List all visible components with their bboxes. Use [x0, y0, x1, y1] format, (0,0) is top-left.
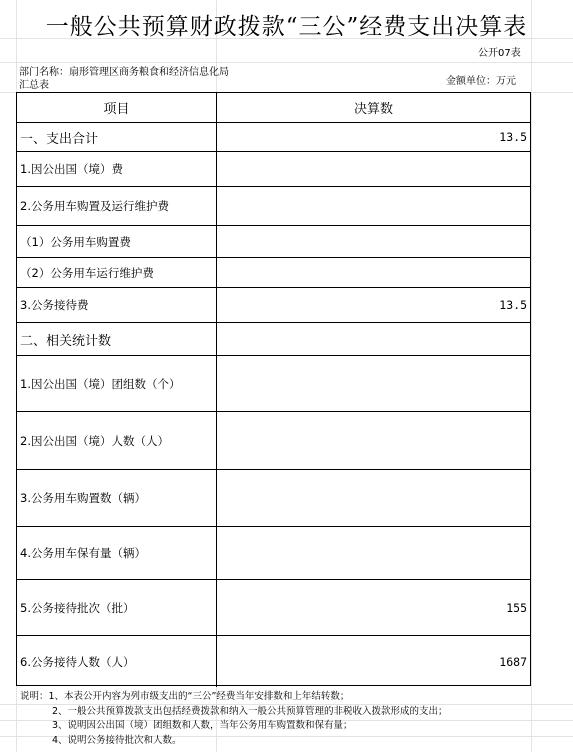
table-row	[17, 152, 530, 187]
note-line: 说明：1、本表公开内容为列市级支出的“三公”经费当年安排数和上年结转数；	[20, 691, 350, 702]
table-header-row	[17, 93, 530, 123]
table-row	[17, 258, 530, 288]
footnotes	[20, 690, 448, 748]
row-value	[217, 152, 530, 186]
row-label: （1）公务用车购置费	[17, 226, 217, 257]
row-value	[217, 356, 530, 411]
row-label: 3.公务用车购置数（辆）	[17, 470, 217, 526]
table-row	[17, 412, 530, 470]
table-row	[17, 356, 530, 412]
row-value	[217, 323, 530, 355]
row-value	[217, 412, 530, 469]
row-value	[217, 226, 530, 257]
row-value	[217, 187, 530, 225]
column-header-item: 项目	[17, 93, 217, 122]
row-label: 二、相关统计数	[17, 323, 217, 355]
table-row	[17, 580, 530, 636]
row-value: 13.5	[499, 298, 527, 312]
form-number: 公开07表	[478, 48, 521, 59]
note-line: 3、说明因公出国（境）团组数和人数，当年公务用车购置数和保有量；	[52, 720, 353, 731]
row-label: 2.公务用车购置及运行维护费	[17, 187, 217, 225]
table-row	[17, 323, 530, 356]
row-label: 1.因公出国（境）费	[17, 152, 217, 186]
department-name: 部门名称：扇形管理区商务粮食和经济信息化局汇总表	[19, 67, 229, 91]
row-label: 4.公务用车保有量（辆）	[17, 527, 217, 579]
row-value	[217, 258, 530, 287]
page-title: 一般公共预算财政拨款“三公”经费支出决算表	[45, 14, 528, 40]
table-row	[17, 123, 530, 152]
row-label: 2.因公出国（境）人数（人）	[17, 412, 217, 469]
row-value: 155	[506, 600, 527, 615]
row-value	[217, 470, 530, 526]
row-value	[217, 527, 530, 579]
table-row	[17, 527, 530, 580]
table-row	[17, 470, 530, 527]
row-label: 一、支出合计	[17, 123, 217, 151]
row-label: 1.因公出国（境）团组数（个）	[17, 356, 217, 411]
table-row	[17, 288, 530, 323]
row-label: （2）公务用车运行维护费	[17, 258, 217, 287]
table-row	[17, 187, 530, 226]
table-row	[17, 226, 530, 258]
row-label: 5.公务接待批次（批）	[17, 580, 217, 635]
expense-table	[16, 92, 531, 686]
note-line: 2、一般公共预算拨款支出包括经费拨款和纳入一般公共预算管理的非税收入拨款形成的支出；	[52, 705, 448, 717]
row-value: 13.5	[499, 130, 527, 144]
amount-unit: 金额单位：万元	[446, 76, 516, 87]
row-value: 1687	[499, 654, 527, 669]
table-row	[17, 636, 530, 687]
note-line: 4、说明公务接待批次和人数。	[52, 734, 182, 746]
row-label: 3.公务接待费	[17, 288, 217, 322]
column-header-amount: 决算数	[353, 102, 393, 117]
row-label: 6.公务接待人数（人）	[17, 636, 217, 687]
